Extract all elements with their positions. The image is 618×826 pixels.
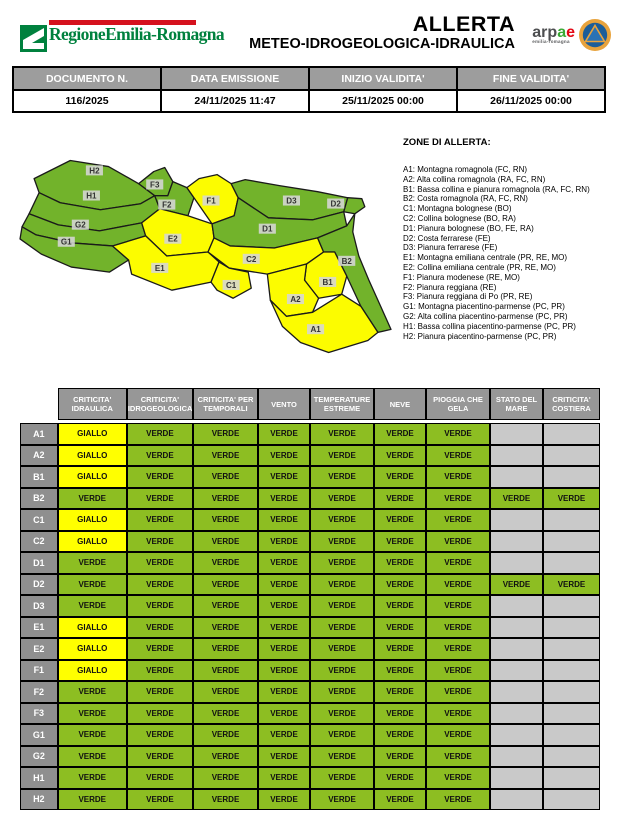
alert-cell [543, 681, 600, 703]
legend-item: D2: Costa ferrarese (FE) [403, 233, 491, 243]
alert-cell: VERDE [374, 703, 426, 725]
alert-cell [543, 595, 600, 617]
alert-col-header: NEVE [374, 388, 426, 420]
alert-cell: VERDE [258, 509, 310, 531]
alert-cell [490, 531, 543, 553]
legend-item: D3: Pianura ferrarese (FE) [403, 243, 498, 253]
alert-row-label: H1 [20, 767, 58, 789]
legend-item: E1: Montagna emiliana centrale (PR, RE, MO) [403, 253, 568, 263]
region-logo-right [49, 20, 224, 44]
alert-cell: VERDE [374, 638, 426, 660]
alert-cell: VERDE [127, 595, 193, 617]
alert-cell: VERDE [374, 488, 426, 510]
alert-cell: GIALLO [58, 638, 127, 660]
alert-cell [490, 595, 543, 617]
page-title: ALLERTA [412, 12, 515, 36]
alert-cell: VERDE [193, 595, 258, 617]
alert-cell: VERDE [58, 724, 127, 746]
alert-col-header: STATO DEL MARE [490, 388, 543, 420]
alert-row-D2 [20, 574, 600, 596]
map-zone-label-H2 [86, 165, 103, 175]
alert-cell [543, 617, 600, 639]
alert-cell: VERDE [127, 488, 193, 510]
alert-cell: VERDE [58, 789, 127, 811]
alert-row-label: D1 [20, 552, 58, 574]
alert-cell: VERDE [490, 488, 543, 510]
arpae-text-block [532, 26, 575, 44]
alert-cell: VERDE [426, 638, 490, 660]
alert-table-header-row [20, 388, 600, 420]
alert-row-F1 [20, 660, 600, 682]
alert-row-label: B1 [20, 466, 58, 488]
svg-text:A2: A2 [290, 295, 301, 305]
alert-cell: VERDE [374, 466, 426, 488]
svg-text:H2: H2 [89, 166, 100, 176]
alert-cell: VERDE [127, 681, 193, 703]
alert-cell: VERDE [374, 509, 426, 531]
map-zone-label-A1 [307, 324, 324, 334]
alert-cell: VERDE [193, 445, 258, 467]
alert-cell [543, 789, 600, 811]
map-zone-label-C2 [243, 254, 260, 264]
alert-row-H1 [20, 767, 600, 789]
alert-row-label: F2 [20, 681, 58, 703]
alert-row-C1 [20, 509, 600, 531]
alert-cell [543, 660, 600, 682]
alert-row-label: F3 [20, 703, 58, 725]
alert-cell: VERDE [310, 595, 374, 617]
alert-row-H2 [20, 789, 600, 811]
alert-cell: VERDE [426, 509, 490, 531]
alert-cell: VERDE [127, 724, 193, 746]
alert-cell: GIALLO [58, 660, 127, 682]
alert-cell: VERDE [127, 767, 193, 789]
alert-cell: VERDE [426, 789, 490, 811]
svg-text:C2: C2 [246, 254, 257, 264]
info-value-cell: 24/11/2025 11:47 [161, 90, 309, 112]
alert-cell: VERDE [310, 552, 374, 574]
alert-cell: VERDE [426, 531, 490, 553]
alert-cell: VERDE [374, 660, 426, 682]
legend-item: C2: Collina bolognese (BO, RA) [403, 213, 516, 223]
map-zone-D2 [344, 198, 365, 214]
arpae-wordmark [532, 26, 575, 39]
alert-cell: VERDE [258, 617, 310, 639]
alert-cell: VERDE [58, 552, 127, 574]
alert-row-F3 [20, 703, 600, 725]
svg-text:F2: F2 [162, 200, 172, 210]
map-zone-label-F3 [146, 179, 163, 189]
alert-row-E1 [20, 617, 600, 639]
alert-cell [490, 509, 543, 531]
region-logo-text: RegioneEmilia-Romagna [49, 24, 225, 44]
svg-text:E1: E1 [154, 263, 165, 273]
alert-cell: VERDE [426, 445, 490, 467]
alert-cell [490, 767, 543, 789]
alert-cell: VERDE [127, 466, 193, 488]
alert-cell [543, 767, 600, 789]
alert-cell: VERDE [58, 574, 127, 596]
legend-item: D1: Pianura bolognese (BO, FE, RA) [403, 223, 534, 233]
alert-cell: VERDE [426, 552, 490, 574]
alert-row-label: D3 [20, 595, 58, 617]
alert-cell: VERDE [58, 767, 127, 789]
map-zone-label-B1 [319, 277, 336, 287]
alert-cell [490, 445, 543, 467]
alert-cell: VERDE [127, 574, 193, 596]
alert-row-label: C1 [20, 509, 58, 531]
alert-row-G1 [20, 724, 600, 746]
info-table [12, 66, 606, 113]
alert-cell: VERDE [193, 466, 258, 488]
alert-cell: VERDE [258, 724, 310, 746]
info-header-cell: DOCUMENTO N. [13, 67, 161, 90]
alert-cell: VERDE [127, 617, 193, 639]
alert-map [14, 138, 396, 370]
alert-row-E2 [20, 638, 600, 660]
alert-cell: VERDE [374, 445, 426, 467]
alert-row-label: F1 [20, 660, 58, 682]
map-zone-label-F2 [158, 200, 175, 210]
map-zone-label-G1 [58, 237, 75, 247]
legend-item: B2: Costa romagnola (RA, FC, RN) [403, 194, 528, 204]
alert-cell: VERDE [426, 466, 490, 488]
svg-text:D2: D2 [330, 199, 341, 209]
alert-cell: VERDE [426, 574, 490, 596]
alert-cell: VERDE [374, 724, 426, 746]
alert-cell [490, 724, 543, 746]
svg-text:F1: F1 [206, 196, 216, 206]
info-header-cell: DATA EMISSIONE [161, 67, 309, 90]
alert-row-C2 [20, 531, 600, 553]
alert-cell: VERDE [193, 531, 258, 553]
title-block [249, 13, 515, 52]
alert-row-label: G2 [20, 746, 58, 768]
svg-text:B1: B1 [322, 277, 333, 287]
alert-cell [490, 789, 543, 811]
legend-item: F1: Pianura modenese (RE, MO) [403, 272, 520, 282]
alert-cell [543, 724, 600, 746]
alert-row-B2 [20, 488, 600, 510]
page-subtitle: METEO-IDROGEOLOGICA-IDRAULICA [249, 36, 515, 52]
info-value-row [13, 90, 605, 112]
alert-cell: VERDE [374, 552, 426, 574]
alert-cell: VERDE [426, 660, 490, 682]
map-zone-label-C1 [223, 280, 240, 290]
alert-table [20, 388, 600, 810]
map-zone-label-E2 [164, 234, 181, 244]
alert-cell [490, 660, 543, 682]
alert-cell: VERDE [374, 681, 426, 703]
legend-item: G1: Montagna piacentino-parmense (PC, PR) [403, 302, 565, 312]
alert-cell [543, 423, 600, 445]
alert-cell [490, 638, 543, 660]
legend-title: ZONE DI ALLERTA: [403, 137, 491, 148]
region-logo-square-icon [20, 25, 47, 52]
alert-cell: VERDE [310, 466, 374, 488]
alert-cell: VERDE [310, 767, 374, 789]
svg-text:H1: H1 [86, 191, 97, 201]
alert-cell [543, 552, 600, 574]
alert-cell: VERDE [58, 595, 127, 617]
alert-col-header: CRITICITA' PER TEMPORALI [193, 388, 258, 420]
alert-cell: VERDE [127, 789, 193, 811]
legend-item: G2: Alta collina piacentino-parmense (PC, PR) [403, 311, 568, 321]
svg-text:F3: F3 [150, 180, 160, 190]
alert-cell: VERDE [310, 531, 374, 553]
protezione-civile-emblem-icon [578, 18, 612, 52]
legend-item: H2: Pianura piacentino-parmense (PC, PR) [403, 331, 557, 341]
alert-cell: VERDE [258, 660, 310, 682]
svg-text:C1: C1 [225, 280, 237, 290]
map-zone-label-H1 [83, 190, 100, 200]
alert-cell: VERDE [127, 703, 193, 725]
alert-cell: VERDE [310, 746, 374, 768]
alert-cell: VERDE [426, 767, 490, 789]
alert-cell: VERDE [426, 617, 490, 639]
map-zone-label-B2 [338, 256, 355, 266]
info-header-row [13, 67, 605, 90]
alert-cell: VERDE [58, 703, 127, 725]
alert-cell: VERDE [193, 660, 258, 682]
alert-cell: GIALLO [58, 466, 127, 488]
alert-row-A1 [20, 423, 600, 445]
alert-cell: VERDE [193, 703, 258, 725]
svg-text:B2: B2 [341, 256, 352, 266]
alert-cell [490, 466, 543, 488]
alert-row-A2 [20, 445, 600, 467]
alert-cell: VERDE [374, 531, 426, 553]
alert-cell: VERDE [127, 509, 193, 531]
legend-item: C1: Montagna bolognese (BO) [403, 204, 512, 214]
alert-cell: VERDE [258, 595, 310, 617]
alert-cell: GIALLO [58, 617, 127, 639]
alert-cell: VERDE [543, 488, 600, 510]
info-value-cell: 25/11/2025 00:00 [309, 90, 457, 112]
alert-table-corner-cell [20, 388, 58, 420]
legend-list [403, 165, 615, 341]
alert-cell: GIALLO [58, 531, 127, 553]
alert-cell: VERDE [258, 789, 310, 811]
alert-cell: VERDE [193, 746, 258, 768]
alert-col-header: TEMPERATURE ESTREME [310, 388, 374, 420]
alert-cell: VERDE [58, 681, 127, 703]
alert-row-label: D2 [20, 574, 58, 596]
alert-cell: VERDE [258, 703, 310, 725]
alert-cell: VERDE [426, 703, 490, 725]
alert-cell: VERDE [426, 423, 490, 445]
alert-row-G2 [20, 746, 600, 768]
alert-cell: VERDE [193, 509, 258, 531]
alert-cell: VERDE [374, 617, 426, 639]
alert-cell: VERDE [258, 681, 310, 703]
alert-cell [543, 509, 600, 531]
alert-cell: VERDE [127, 531, 193, 553]
alert-cell: VERDE [426, 746, 490, 768]
svg-text:D3: D3 [286, 196, 297, 206]
alert-row-label: C2 [20, 531, 58, 553]
alert-cell: VERDE [58, 488, 127, 510]
alert-cell: VERDE [310, 488, 374, 510]
alert-cell: VERDE [127, 552, 193, 574]
alert-row-B1 [20, 466, 600, 488]
alert-cell: VERDE [310, 509, 374, 531]
alert-cell [543, 445, 600, 467]
alert-col-header: CRITICITA' COSTIERA [543, 388, 600, 420]
arpae-letter: e [566, 24, 575, 41]
alert-cell: VERDE [490, 574, 543, 596]
alert-cell: VERDE [193, 488, 258, 510]
alert-table-body [20, 420, 600, 810]
info-value-cell: 26/11/2025 00:00 [457, 90, 605, 112]
alert-cell: VERDE [258, 574, 310, 596]
alert-cell [543, 746, 600, 768]
alert-row-F2 [20, 681, 600, 703]
alert-row-label: E1 [20, 617, 58, 639]
svg-text:G2: G2 [74, 220, 86, 230]
alert-row-D1 [20, 552, 600, 574]
alert-row-label: A2 [20, 445, 58, 467]
alert-cell: VERDE [310, 574, 374, 596]
map-zone-label-E1 [151, 263, 168, 273]
alert-cell: VERDE [193, 574, 258, 596]
map-zone-label-D1 [259, 224, 276, 234]
alert-cell: VERDE [193, 423, 258, 445]
legend-item: F3: Pianura reggiana di Po (PR, RE) [403, 292, 533, 302]
map-zone-label-F1 [202, 195, 219, 205]
alert-col-header: CRITICITA' IDRAULICA [58, 388, 127, 420]
alert-cell: VERDE [193, 681, 258, 703]
info-header-cell: FINE VALIDITA' [457, 67, 605, 90]
alert-row-label: H2 [20, 789, 58, 811]
legend-item: A2: Alta collina romagnola (RA, FC, RN) [403, 174, 546, 184]
legend-item: F2: Pianura reggiana (RE) [403, 282, 497, 292]
alert-cell: VERDE [426, 595, 490, 617]
alert-row-label: B2 [20, 488, 58, 510]
alert-cell: VERDE [258, 445, 310, 467]
alert-cell: VERDE [258, 488, 310, 510]
alert-cell: VERDE [258, 423, 310, 445]
map-zone-label-D3 [283, 195, 300, 205]
info-header-cell: INIZIO VALIDITA' [309, 67, 457, 90]
alert-cell: VERDE [310, 638, 374, 660]
alert-cell: GIALLO [58, 509, 127, 531]
alert-cell: VERDE [258, 466, 310, 488]
alert-row-label: G1 [20, 724, 58, 746]
alert-cell: VERDE [310, 617, 374, 639]
alert-cell [490, 681, 543, 703]
alert-col-header: PIOGGIA CHE GELA [426, 388, 490, 420]
alert-cell: VERDE [374, 574, 426, 596]
alert-cell: VERDE [310, 445, 374, 467]
alert-cell: VERDE [193, 767, 258, 789]
alert-cell: VERDE [193, 552, 258, 574]
legend-item: H1: Bassa collina piacentino-parmense (PC, PR) [403, 321, 576, 331]
alert-row-label: A1 [20, 423, 58, 445]
svg-text:A1: A1 [310, 325, 321, 335]
alert-cell: VERDE [127, 638, 193, 660]
alert-cell: VERDE [127, 445, 193, 467]
alert-cell: VERDE [374, 767, 426, 789]
legend-item: E2: Collina emiliana centrale (PR, RE, MO) [403, 262, 556, 272]
legend-item: A1: Montagna romagnola (FC, RN) [403, 165, 528, 174]
alert-cell: VERDE [374, 423, 426, 445]
alert-cell [490, 423, 543, 445]
map-zone-label-D2 [327, 199, 344, 209]
alert-cell [543, 638, 600, 660]
alert-cell: VERDE [310, 660, 374, 682]
alert-cell [543, 466, 600, 488]
alert-cell: VERDE [426, 488, 490, 510]
alert-cell: VERDE [426, 681, 490, 703]
arpae-subtext: emilia-romagna [532, 39, 570, 44]
alert-cell: VERDE [374, 789, 426, 811]
svg-text:D1: D1 [262, 224, 273, 234]
alert-cell: VERDE [193, 789, 258, 811]
alert-cell: VERDE [258, 638, 310, 660]
alert-cell: GIALLO [58, 445, 127, 467]
alert-row-label: E2 [20, 638, 58, 660]
alert-cell: VERDE [426, 724, 490, 746]
alert-col-header: VENTO [258, 388, 310, 420]
alert-cell: VERDE [374, 746, 426, 768]
alert-row-D3 [20, 595, 600, 617]
alert-cell: VERDE [374, 595, 426, 617]
alert-cell [490, 703, 543, 725]
alert-cell: VERDE [258, 767, 310, 789]
alert-cell: VERDE [310, 423, 374, 445]
zones-legend [403, 137, 615, 341]
arpae-letter: a [557, 24, 567, 41]
alert-cell: VERDE [258, 746, 310, 768]
map-zone-label-G2 [72, 220, 89, 230]
alert-cell [490, 746, 543, 768]
alert-cell: VERDE [310, 789, 374, 811]
alert-cell: VERDE [127, 660, 193, 682]
alert-cell: VERDE [543, 574, 600, 596]
alert-cell: VERDE [193, 724, 258, 746]
legend-item: B1: Bassa collina e pianura romagnola (RA, FC, RN) [403, 184, 590, 194]
alert-cell: VERDE [310, 703, 374, 725]
alert-cell: VERDE [58, 746, 127, 768]
alert-cell: VERDE [127, 746, 193, 768]
alert-cell [490, 617, 543, 639]
alert-cell: VERDE [258, 552, 310, 574]
alert-cell [490, 552, 543, 574]
region-logo [20, 20, 224, 52]
map-zone-label-A2 [287, 294, 304, 304]
svg-text:G1: G1 [60, 237, 72, 247]
alert-cell: VERDE [310, 681, 374, 703]
alert-cell: VERDE [193, 617, 258, 639]
arpae-logo [532, 18, 612, 52]
alert-cell [543, 703, 600, 725]
svg-text:E2: E2 [167, 234, 178, 244]
alert-col-header: CRITICITA' IDROGEOLOGICA [127, 388, 193, 420]
alert-cell [543, 531, 600, 553]
alert-cell: VERDE [127, 423, 193, 445]
alert-cell: VERDE [193, 638, 258, 660]
arpae-letter: arp [532, 24, 558, 41]
info-value-cell: 116/2025 [13, 90, 161, 112]
alert-cell: GIALLO [58, 423, 127, 445]
alert-cell: VERDE [310, 724, 374, 746]
alert-cell: VERDE [258, 531, 310, 553]
